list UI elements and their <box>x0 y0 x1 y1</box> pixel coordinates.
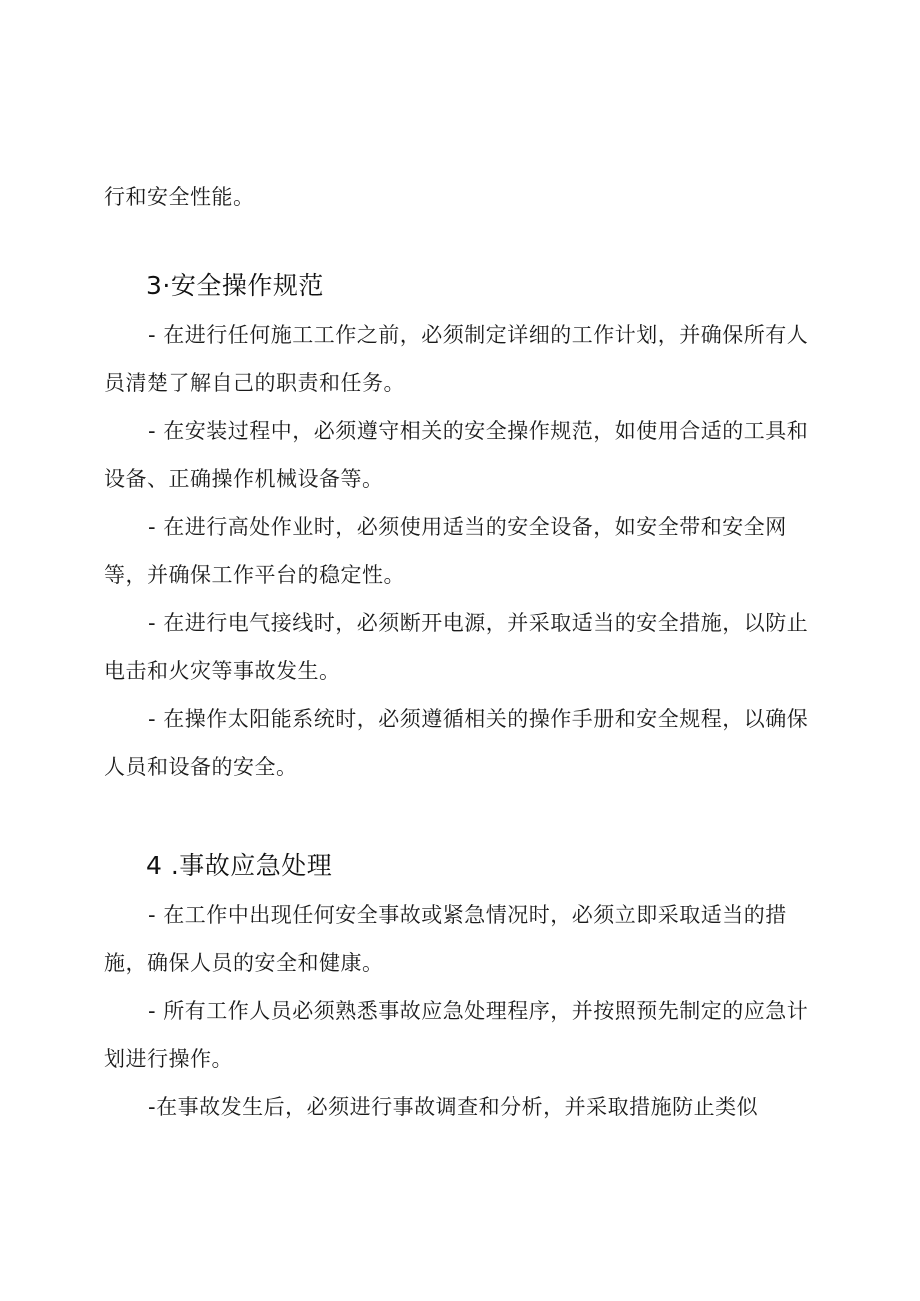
section-4-heading: 4 .事故应急处理 <box>146 851 333 880</box>
section-4-item-3: -在事故发生后，必须进行事故调查和分析，并采取措施防止类似 <box>148 1095 759 1119</box>
section-3-item-2: - 在安装过程中，必须遵守相关的安全操作规范，如使用合适的工具和设备、正确操作机械设备等。 <box>104 419 809 491</box>
section-4-item-2: - 所有工作人员必须熟悉事故应急处理程序，并按照预先制定的应急计划进行操作。 <box>104 999 809 1071</box>
continuation-text: 行和安全性能。 <box>104 185 255 209</box>
section-4-item-1: - 在工作中出现任何安全事故或紧急情况时，必须立即采取适当的措施，确保人员的安全和健康。 <box>104 903 787 975</box>
section-3-heading: 3·安全操作规范 <box>146 271 324 300</box>
section-3-item-4: - 在进行电气接线时，必须断开电源，并采取适当的安全措施，以防止电击和火灾等事故发生。 <box>104 611 809 683</box>
section-3-item-5: - 在操作太阳能系统时，必须遵循相关的操作手册和安全规程，以确保人员和设备的安全。 <box>104 707 809 779</box>
section-3-item-1: - 在进行任何施工工作之前，必须制定详细的工作计划，并确保所有人员清楚了解自己的职责和任务。 <box>104 323 809 395</box>
section-3-item-3: - 在进行高处作业时，必须使用适当的安全设备，如安全带和安全网等，并确保工作平台的稳定性。 <box>104 515 787 587</box>
